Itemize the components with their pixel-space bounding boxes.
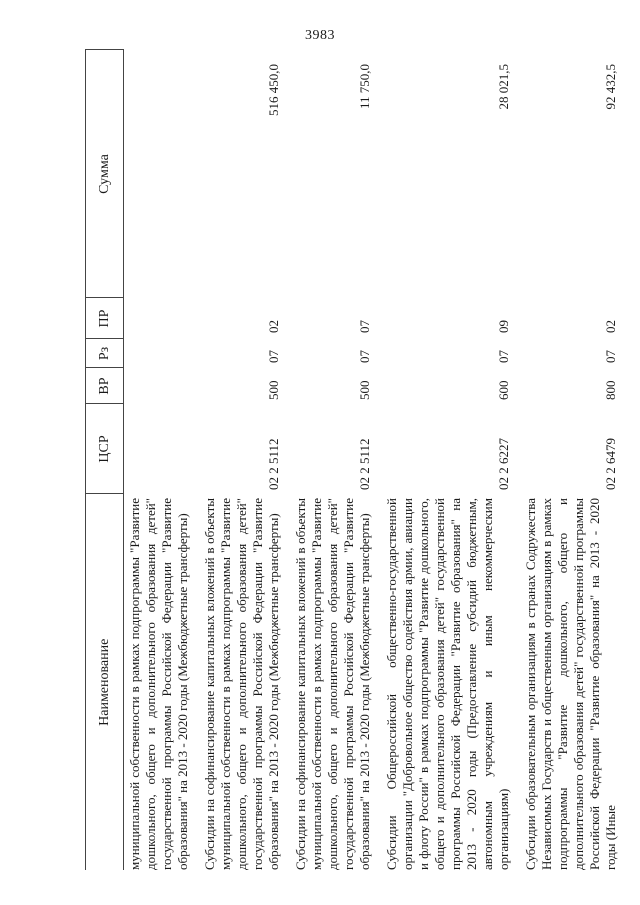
row-sum: 92 432,5 <box>603 64 618 110</box>
row-vr: 600 <box>496 380 511 400</box>
table-row <box>290 50 381 870</box>
row-rz: 07 <box>603 350 618 363</box>
row-name: Субсидии Общероссийской общественно-государственной организации "Добровольное общество содействия армии, авиации и флоту России" в рамках подпрограммы "Развитие дошкольного, общего и дополнительного образования детей" государственной программы Российской Федерации "Развитие образования" на 2013 - 2020 годы (Предоставление субсидий бюджетным, автономным учреждениям и иным некоммерческим организациям) <box>384 498 511 870</box>
row-csr: 02 2 5112 <box>357 438 372 490</box>
row-vr: 800 <box>603 380 618 400</box>
row-name: Субсидии на софинансирование капитальных вложений в объекты муниципальной собственности в рамках подпрограммы "Развитие дошкольного, общего и дополнительного образования детей" государственной программы Российской Федерации "Развитие образования" на 2013 - 2020 годы (Межбюджетные трансферты) <box>202 498 281 870</box>
row-csr: 02 2 6479 <box>603 438 618 490</box>
row-rz: 07 <box>496 350 511 363</box>
row-name: Субсидии на софинансирование капитальных вложений в объекты муниципальной собственности в рамках подпрограммы "Развитие дошкольного, общего и дополнительного образования детей" государственной программы Российской Федерации "Развитие образования" на 2013 - 2020 годы (Межбюджетные трансферты) <box>293 498 372 870</box>
header-csr: ЦСР <box>86 404 124 494</box>
row-pr <box>124 298 200 339</box>
row-name: муниципальной собственности в рамках подпрограммы "Развитие дошкольного, общего и дополнительного образования детей" государственной программы Российской Федерации "Развитие образования" на 2013 - 2020 годы (Межбюджетные трансферты) <box>127 498 190 870</box>
row-pr: 02 <box>266 320 281 333</box>
row-pr: 02 <box>603 320 618 333</box>
page-number: 3983 <box>305 28 335 43</box>
header-pr: ПР <box>86 298 124 339</box>
row-vr <box>124 368 200 404</box>
row-rz <box>124 339 200 368</box>
table-row <box>124 50 200 870</box>
table-body <box>124 50 628 870</box>
budget-table <box>85 50 627 871</box>
row-pr: 07 <box>357 320 372 333</box>
row-name: Субсидии образовательным организациям в странах Содружества Независимых Государств и общественным организациям в рамках подпрограммы "Развитие дошкольного, общего и дополнительного образования детей" государственной программы Российской Федерации "Развитие образования" на 2013 - 2020 годы (Иные <box>523 498 618 870</box>
row-sum: 28 021,5 <box>496 64 511 110</box>
table-header <box>86 50 124 870</box>
row-sum: 516 450,0 <box>266 64 281 116</box>
row-sum <box>124 50 200 298</box>
row-csr: 02 2 5112 <box>266 438 281 490</box>
row-pr: 09 <box>496 320 511 333</box>
table-row <box>520 50 627 870</box>
header-vr: ВР <box>86 368 124 404</box>
row-rz: 07 <box>357 350 372 363</box>
row-vr: 500 <box>266 380 281 400</box>
table-row <box>199 50 290 870</box>
row-csr: 02 2 6227 <box>496 438 511 490</box>
row-vr: 500 <box>357 380 372 400</box>
table-row <box>381 50 520 870</box>
row-csr <box>124 404 200 494</box>
header-rz: Рз <box>86 339 124 368</box>
budget-table-rotated <box>85 50 620 870</box>
row-sum: 11 750,0 <box>357 64 372 110</box>
header-name: Наименование <box>86 494 124 870</box>
row-rz: 07 <box>266 350 281 363</box>
header-sum: Сумма <box>86 50 124 298</box>
